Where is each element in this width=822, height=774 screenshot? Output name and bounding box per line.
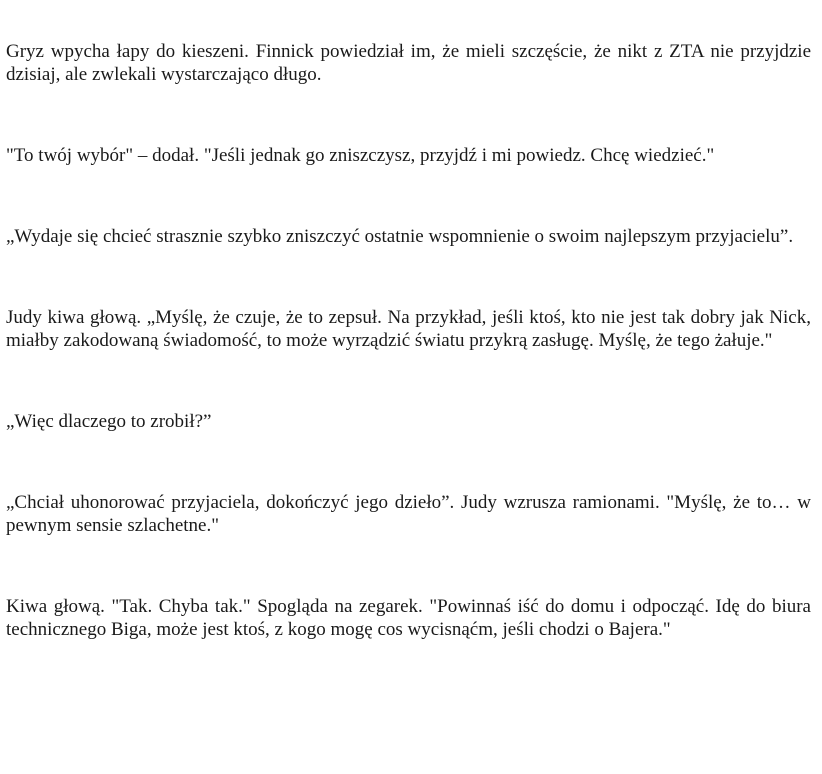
paragraph-1: Gryz wpycha łapy do kieszeni. Finnick powiedział im, że mieli szczęście, że nikt z ZTA nie przyjdzie dzisiaj, ale zwlekali wystarczająco długo. (6, 41, 811, 85)
paragraph-4: Judy kiwa głową. „Myślę, że czuje, że to zepsuł. Na przykład, jeśli ktoś, kto nie jest tak dobry jak Nick, miałby zakodowaną świadomość, to może wyrządzić światu przykrą zasługę. Myślę, że tego żałuje." (6, 307, 811, 351)
document-page (6, 40, 811, 641)
paragraph-3: „Wydaje się chcieć strasznie szybko zniszczyć ostatnie wspomnienie o swoim najlepszym przyjacielu”. (6, 226, 794, 247)
paragraph-7: Kiwa głową. "Tak. Chyba tak." Spogląda na zegarek. "Powinnaś iść do domu i odpocząć. Idę do biura technicznego Biga, może jest ktoś, z kogo mogę cos wycisnąćm, jeśli chodzi o Bajera." (6, 596, 811, 640)
paragraph-2: "To twój wybór" – dodał. "Jeśli jednak go zniszczysz, przyjdź i mi powiedz. Chcę wiedzieć." (6, 145, 715, 166)
paragraph-5: „Więc dlaczego to zrobił?” (6, 411, 212, 432)
paragraph-6: „Chciał uhonorować przyjaciela, dokończyć jego dzieło”. Judy wzrusza ramionami. "Myślę, że to… w pewnym sensie szlachetne." (6, 492, 811, 536)
